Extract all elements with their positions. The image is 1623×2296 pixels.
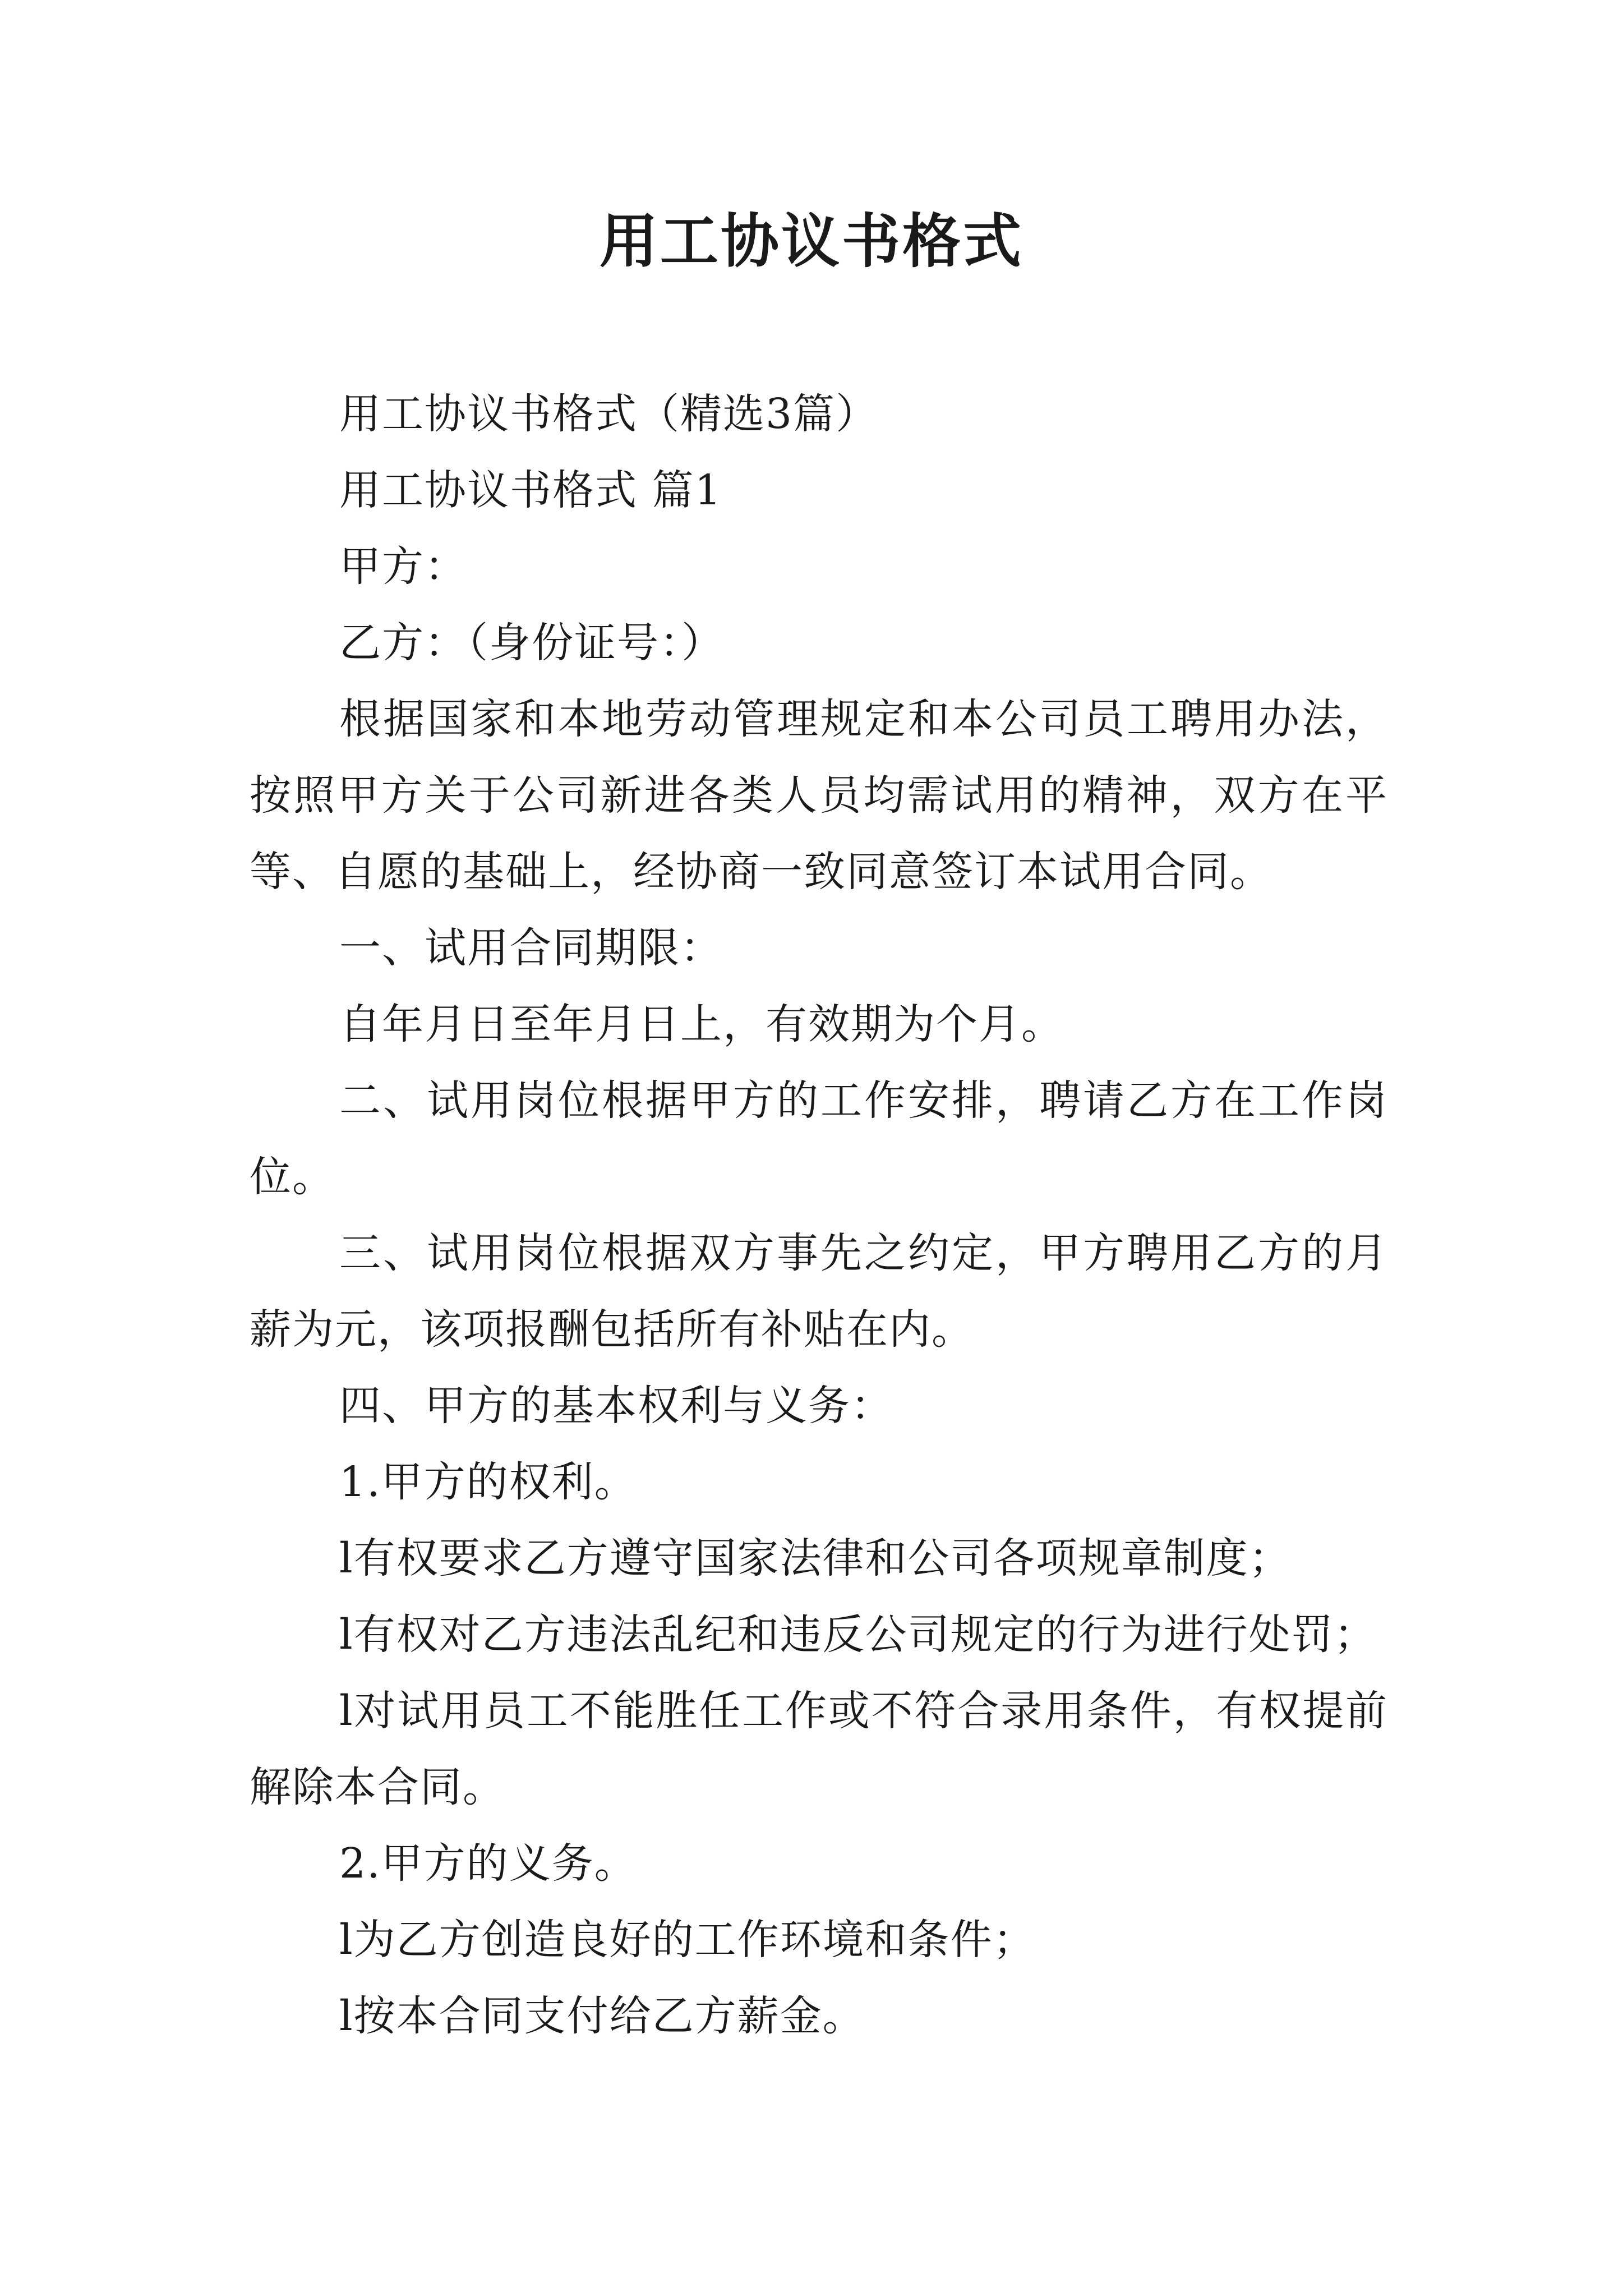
paragraph-clause-4-heading: 四、甲方的基本权利与义务： (339, 1382, 893, 1430)
paragraph-right-item: l有权对乙方违法乱纪和违反公司规定的行为进行处罚； (339, 1611, 1377, 1659)
paragraph-party-a: 甲方： (339, 542, 467, 591)
paragraph-clause-2: 二、试用岗位根据甲方的工作安排，聘请乙方在工作岗位。 (250, 1076, 1388, 1201)
paragraph-section-heading: 用工协议书格式 篇1 (339, 466, 722, 514)
paragraph-clause-3: 三、试用岗位根据双方事先之约定，甲方聘用乙方的月薪为元，该项报酬包括所有补贴在内。 (250, 1229, 1388, 1354)
paragraph-clause-1-body: 自年月日至年月日上，有效期为个月。 (339, 1000, 1064, 1048)
paragraph-subtitle: 用工协议书格式（精选3篇） (339, 390, 879, 438)
paragraph-preamble: 根据国家和本地劳动管理规定和本公司员工聘用办法，按照甲方关于公司新进各类人员均需试用的精神，双方在平等、自愿的基础上，经协商一致同意签订本试用合同。 (250, 695, 1388, 896)
paragraph-party-a-duties: 2.甲方的义务。 (339, 1839, 637, 1888)
document-title: 用工协议书格式 (599, 206, 1023, 275)
paragraph-duty-item: l为乙方创造良好的工作环境和条件； (339, 1916, 1036, 1964)
paragraph-right-item: l有权要求乙方遵守国家法律和公司各项规章制度； (339, 1534, 1292, 1582)
document-body (250, 376, 1388, 2054)
paragraph-clause-1-heading: 一、试用合同期限： (339, 924, 723, 972)
paragraph-party-b: 乙方：（身份证号：） (339, 619, 724, 667)
paragraph-right-item: l对试用员工不能胜任工作或不符合录用条件，有权提前解除本合同。 (250, 1687, 1388, 1811)
paragraph-duty-item: l按本合同支付给乙方薪金。 (339, 1992, 865, 2040)
paragraph-party-a-rights: 1.甲方的权利。 (339, 1458, 637, 1506)
